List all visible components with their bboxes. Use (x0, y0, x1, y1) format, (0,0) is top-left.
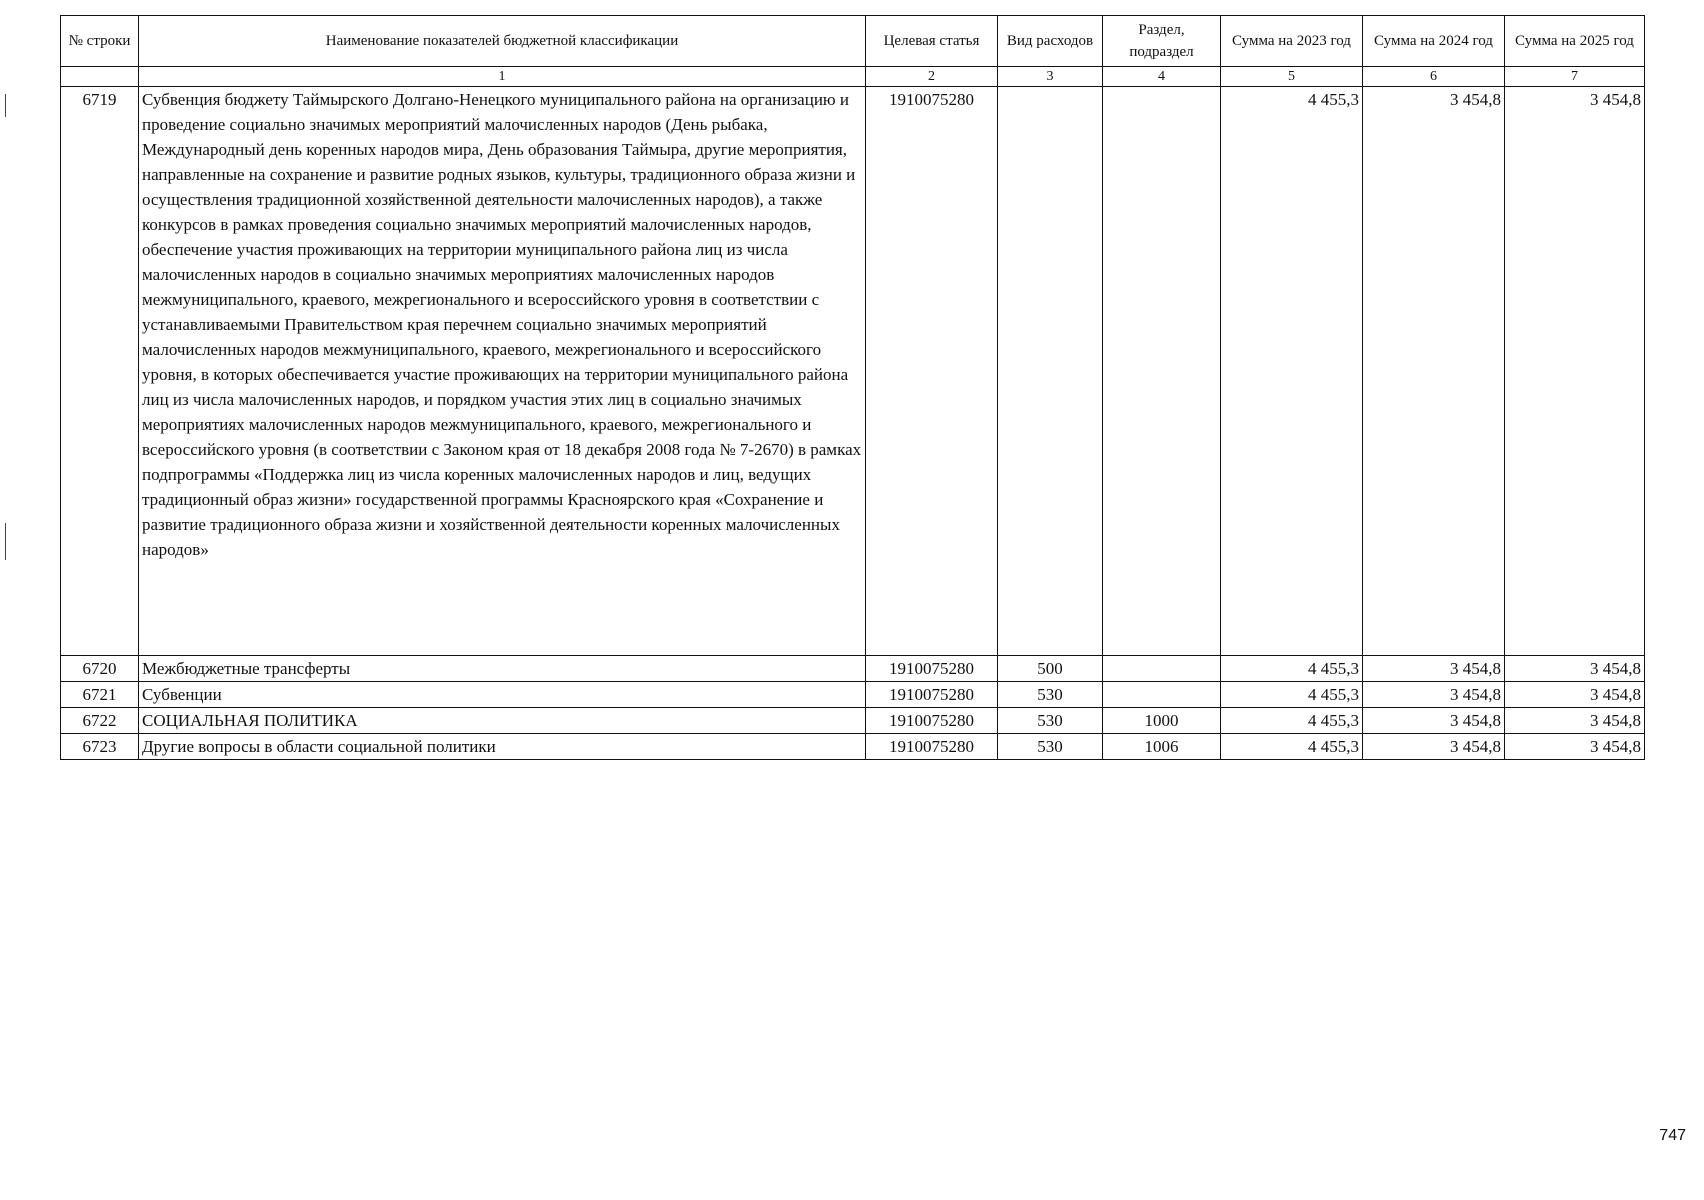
row-section (1103, 656, 1221, 682)
row-name: Субвенция бюджету Таймырского Долгано-Ненецкого муниципального района на организацию и проведение социально значимых мероприятий малочисленных народов (День рыбака, Международный день коренных народов мира, День образования Таймыра, другие мероприятия, направленные на сохранение и развитие родных языков, культуры, традиционного образа жизни и осуществления традиционной хозяйственной деятельности малочисленных народов), а также конкурсов в рамках проведения социально значимых мероприятий малочисленных народов, обеспечение участия проживающих на территории муниципального района лиц из числа малочисленных народов в социально значимых мероприятиях малочисленных народов межмуниципального, краевого, межрегионального и всероссийского уровня в соответствии с устанавливаемыми Правительством края перечнем социально значимых мероприятий малочисленных народов межмуниципального, краевого, межрегионального и всероссийского уровня, в которых обеспечивается участие проживающих на территории муниципального района лиц из числа малочисленных народов, и порядком участия этих лиц в социально значимых мероприятиях малочисленных народов межмуниципального, краевого, межрегионального и всероссийского уровня (в соответствии с Законом края от 18 декабря 2008 года № 7-2670) в рамках подпрограммы «Поддержка лиц из числа коренных малочисленных народов и лиц, ведущих традиционный образ жизни» государственной программы Красноярского края «Сохранение и развитие традиционного образа жизни и хозяйственной деятельности коренных малочисленных народов» (139, 87, 866, 656)
row-sum-2025: 3 454,8 (1505, 682, 1645, 708)
header-sum-2024: Сумма на 2024 год (1363, 16, 1505, 67)
column-number-blank (61, 67, 139, 87)
table-row (61, 682, 1645, 708)
column-number: 3 (998, 67, 1103, 87)
column-numbers-row (61, 67, 1645, 87)
table-row (61, 708, 1645, 734)
row-section: 1000 (1103, 708, 1221, 734)
table-row (61, 87, 1645, 656)
column-number: 4 (1103, 67, 1221, 87)
row-sum-2024: 3 454,8 (1363, 708, 1505, 734)
row-target: 1910075280 (866, 734, 998, 760)
header-sum-2023: Сумма на 2023 год (1221, 16, 1363, 67)
row-section (1103, 87, 1221, 656)
row-sum-2024: 3 454,8 (1363, 734, 1505, 760)
row-number: 6723 (61, 734, 139, 760)
row-section (1103, 682, 1221, 708)
row-target: 1910075280 (866, 87, 998, 656)
row-sum-2023: 4 455,3 (1221, 682, 1363, 708)
page-number: 747 (1659, 1127, 1686, 1144)
table-header-row (61, 16, 1645, 67)
row-name: Субвенции (139, 682, 866, 708)
budget-table (60, 15, 1645, 760)
row-expense-type (998, 87, 1103, 656)
column-number: 5 (1221, 67, 1363, 87)
row-sum-2023: 4 455,3 (1221, 708, 1363, 734)
header-target: Целевая статья (866, 16, 998, 67)
row-target: 1910075280 (866, 682, 998, 708)
row-target: 1910075280 (866, 656, 998, 682)
row-sum-2024: 3 454,8 (1363, 682, 1505, 708)
row-sum-2025: 3 454,8 (1505, 708, 1645, 734)
header-row-no: № строки (61, 16, 139, 67)
row-number: 6719 (61, 87, 139, 656)
row-sum-2023: 4 455,3 (1221, 656, 1363, 682)
table-row (61, 734, 1645, 760)
row-name: СОЦИАЛЬНАЯ ПОЛИТИКА (139, 708, 866, 734)
row-sum-2024: 3 454,8 (1363, 87, 1505, 656)
row-number: 6720 (61, 656, 139, 682)
margin-mark (5, 523, 6, 560)
row-expense-type: 530 (998, 708, 1103, 734)
row-number: 6722 (61, 708, 139, 734)
header-expense-type: Вид расходов (998, 16, 1103, 67)
header-section: Раздел, подраздел (1103, 16, 1221, 67)
column-number: 1 (139, 67, 866, 87)
row-expense-type: 530 (998, 734, 1103, 760)
row-sum-2025: 3 454,8 (1505, 734, 1645, 760)
row-name: Межбюджетные трансферты (139, 656, 866, 682)
table-row (61, 656, 1645, 682)
row-target: 1910075280 (866, 708, 998, 734)
header-name: Наименование показателей бюджетной классификации (139, 16, 866, 67)
row-number: 6721 (61, 682, 139, 708)
column-number: 7 (1505, 67, 1645, 87)
row-sum-2025: 3 454,8 (1505, 87, 1645, 656)
row-sum-2024: 3 454,8 (1363, 656, 1505, 682)
column-number: 6 (1363, 67, 1505, 87)
row-sum-2025: 3 454,8 (1505, 656, 1645, 682)
row-sum-2023: 4 455,3 (1221, 734, 1363, 760)
row-expense-type: 530 (998, 682, 1103, 708)
margin-mark (5, 94, 6, 117)
column-number: 2 (866, 67, 998, 87)
header-sum-2025: Сумма на 2025 год (1505, 16, 1645, 67)
row-section: 1006 (1103, 734, 1221, 760)
row-expense-type: 500 (998, 656, 1103, 682)
row-name: Другие вопросы в области социальной политики (139, 734, 866, 760)
row-sum-2023: 4 455,3 (1221, 87, 1363, 656)
